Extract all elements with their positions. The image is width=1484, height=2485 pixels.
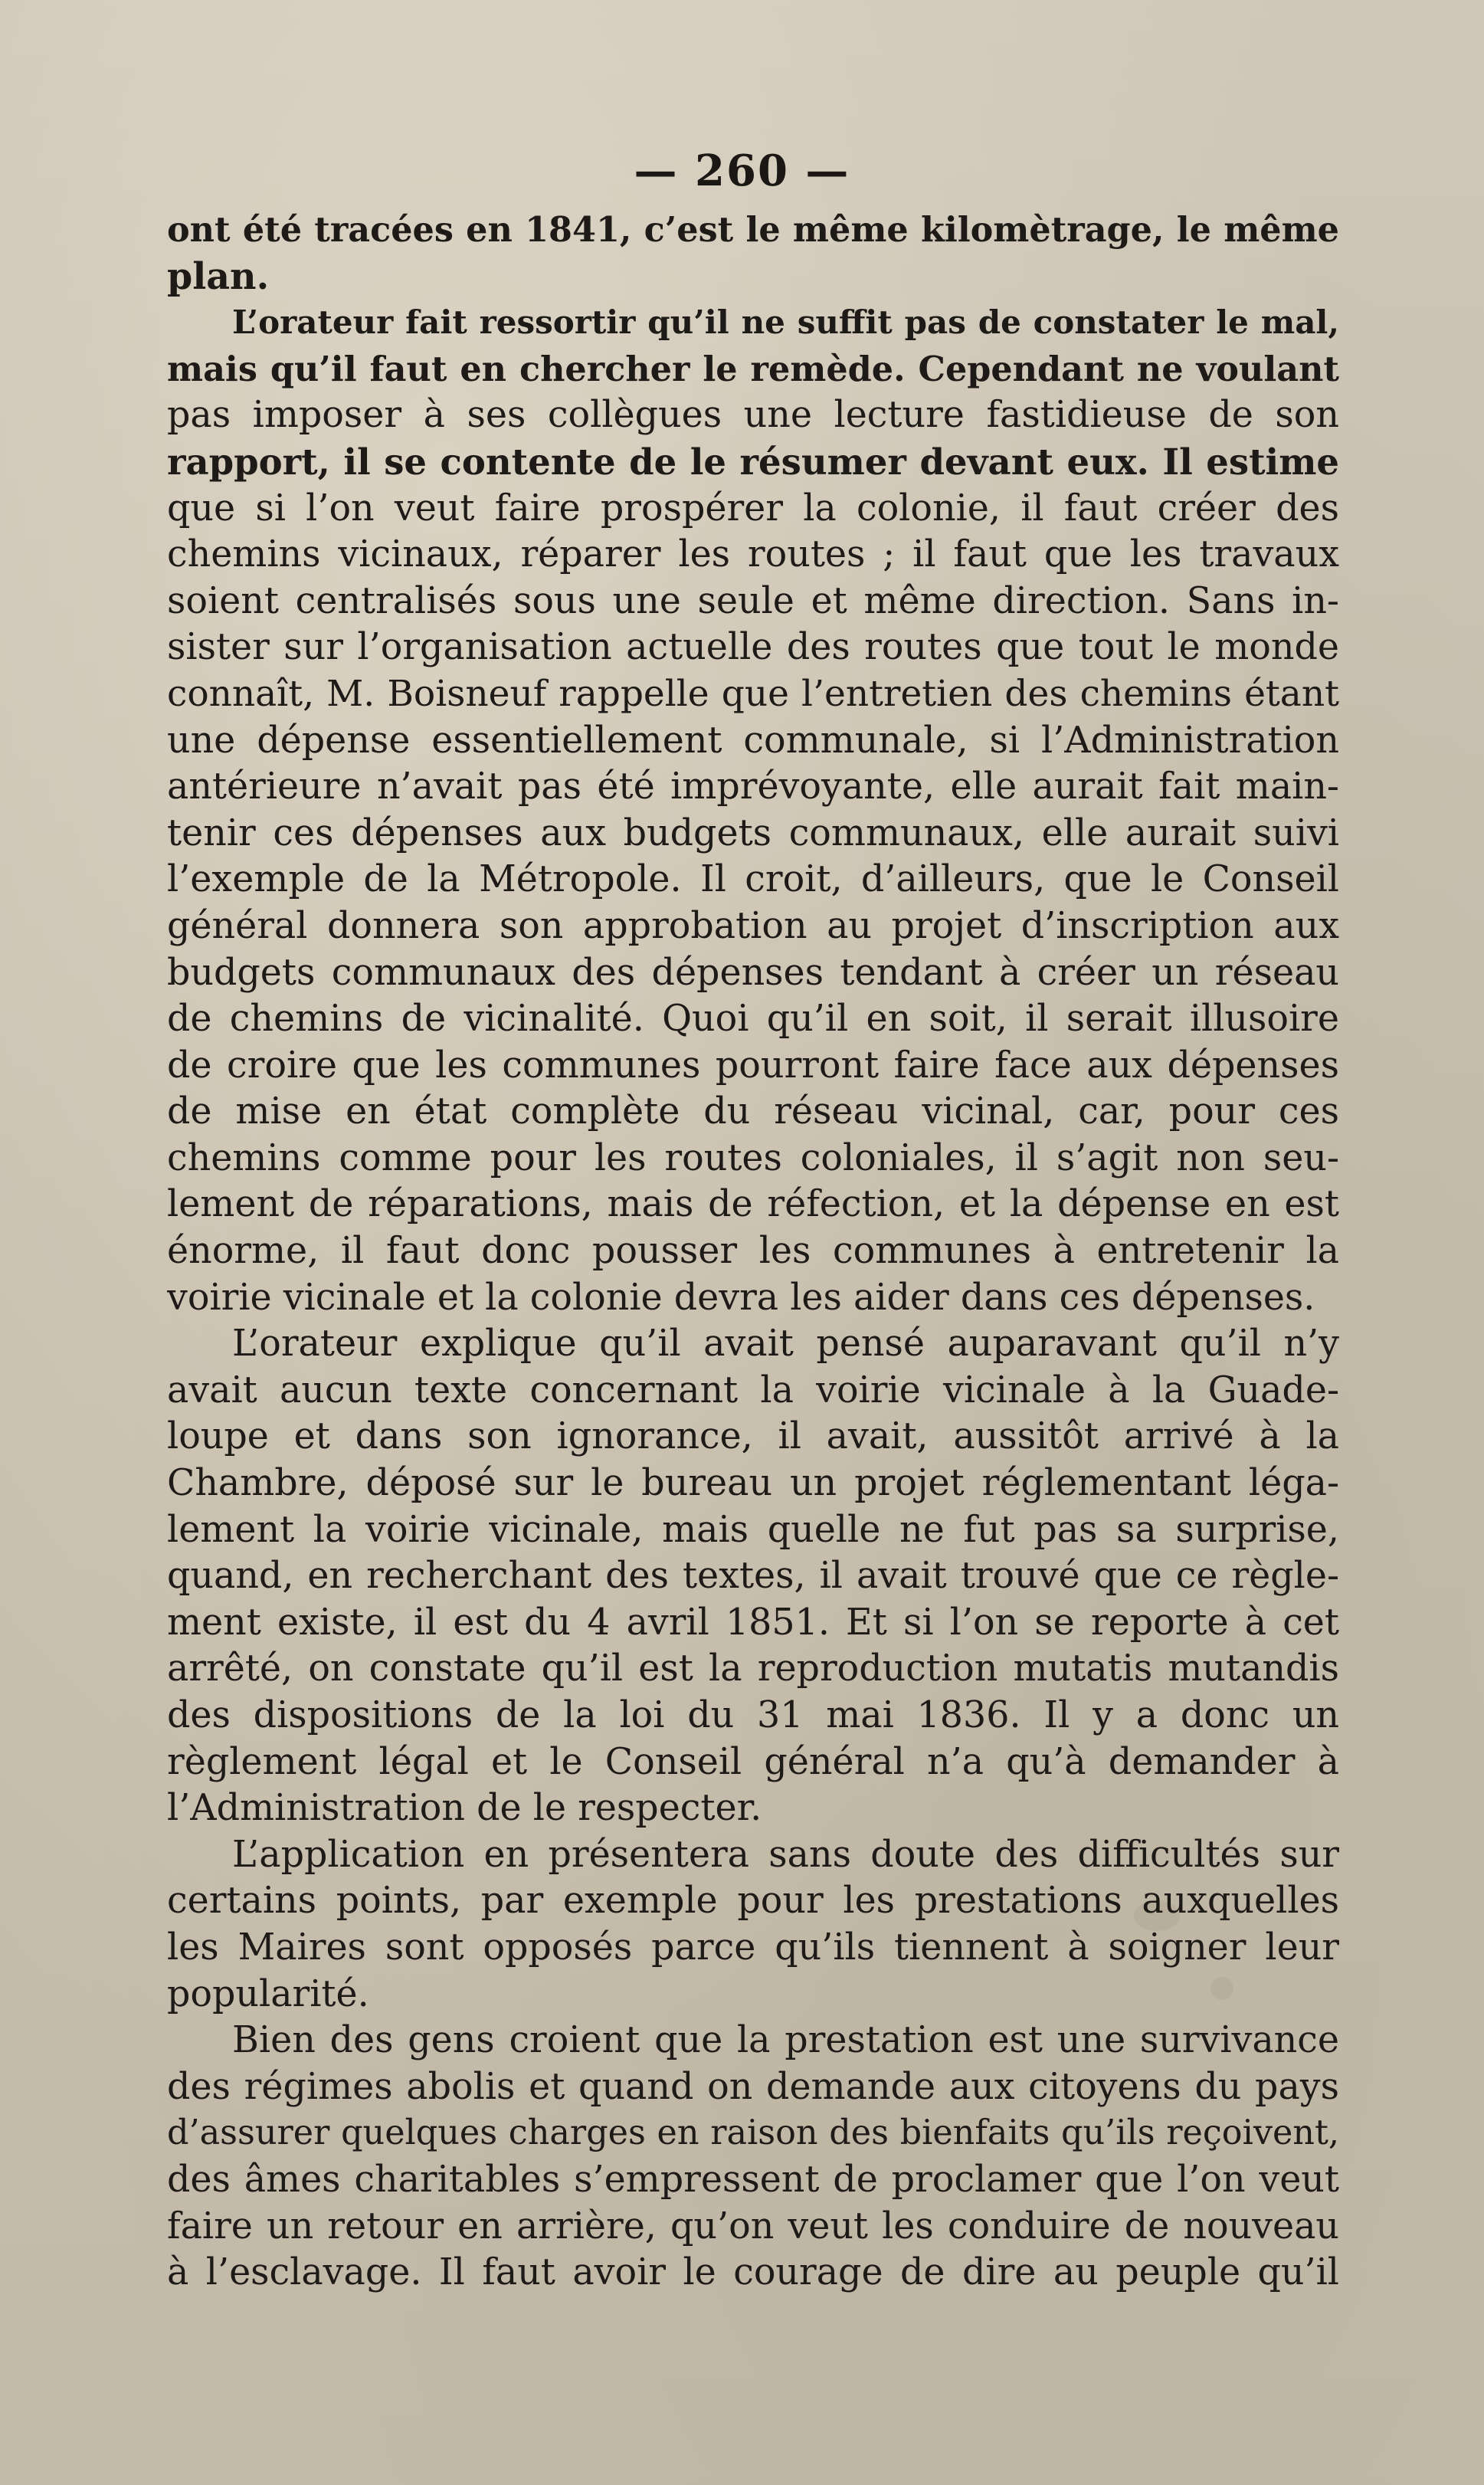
text-line: plan. [167,254,270,298]
text-line: ment existe, il est du 4 avril 1851. Et si l’on se reporte à cet [167,1601,1339,1644]
text-line: pas imposer à ses collègues une lecture fastidieuse de son [167,394,1339,437]
text-line: chemins vicinaux, réparer les routes ; il faut que les travaux [167,533,1339,576]
text-line: ont été tracées en 1841, c’est le même kilomètrage, le même [167,210,1339,250]
text-line: L’orateur explique qu’il avait pensé auparavant qu’il n’y [232,1323,1339,1365]
text-line: popularité. [167,1972,369,2015]
page-number: — 260 — [634,146,850,196]
text-line: faire un retour en arrière, qu’on veut les conduire de nouveau [167,2205,1339,2247]
text-line: des régimes abolis et quand on demande aux citoyens du pays [167,2065,1339,2108]
text-line: Chambre, déposé sur le bureau un projet réglementant léga- [167,1462,1339,1505]
text-line: mais qu’il faut en chercher le remède. Cependant ne voulant [167,349,1339,389]
text-line: tenir ces dépenses aux budgets communaux, elle aurait suivi [167,811,1339,854]
text-line: l’Administration de le respecter. [167,1787,762,1830]
text-line: avait aucun texte concernant la voirie vicinale à la Guade- [167,1369,1339,1411]
text-line: budgets communaux des dépenses tendant à créer un réseau [167,951,1339,994]
text-line: sister sur l’organisation actuelle des routes que tout le monde [167,626,1339,669]
text-line: L’application en présentera sans doute des difficultés sur [232,1833,1339,1876]
text-line: soient centralisés sous une seule et même direction. Sans in- [167,579,1339,622]
text-line: l’exemple de la Métropole. Il croit, d’ailleurs, que le Conseil [167,858,1339,901]
text-line: de chemins de vicinalité. Quoi qu’il en soit, il serait illusoire [167,998,1339,1041]
text-line: les Maires sont opposés parce qu’ils tiennent à soigner leur [167,1926,1339,1969]
text-line: rapport, il se contente de le résumer devant eux. Il estime [167,440,1339,483]
text-line: que si l’on veut faire prospérer la colonie, il faut créer des [167,487,1339,529]
text-line: antérieure n’avait pas été imprévoyante, elle aurait fait main- [167,765,1339,808]
text-line: chemins comme pour les routes coloniales, il s’agit non seu- [167,1136,1339,1179]
text-line: arrêté, on constate qu’il est la reproduction mutatis mutandis [167,1647,1339,1690]
text-line: lement de réparations, mais de réfection, et la dépense en est [167,1183,1339,1226]
text-line: de mise en état complète du réseau vicinal, car, pour ces [167,1090,1339,1133]
text-line: connaît, M. Boisneuf rappelle que l’entretien des chemins étant [167,672,1339,715]
text-line: lement la voirie vicinale, mais quelle ne fut pas sa surprise, [167,1508,1339,1551]
body-text [167,207,1339,2296]
text-line: d’assurer quelques charges en raison des bienfaits qu’ils reçoivent, [167,2113,1339,2153]
text-line: général donnera son approbation au projet d’inscription aux [167,904,1339,947]
text-line: Bien des gens croient que la prestation est une survivance [232,2019,1339,2062]
text-line: à l’esclavage. Il faut avoir le courage de dire au peuple qu’il [167,2251,1339,2294]
text-line: des dispositions de la loi du 31 mai 1836. Il y a donc un [167,1694,1339,1736]
text-line: voirie vicinale et la colonie devra les aider dans ces dépenses. [167,1276,1315,1319]
text-line: quand, en recherchant des textes, il avait trouvé que ce règle- [167,1555,1339,1598]
text-line: de croire que les communes pourront faire face aux dépenses [167,1044,1339,1087]
text-line: énorme, il faut donc pousser les communes à entretenir la [167,1230,1339,1273]
text-line: certains points, par exemple pour les prestations auxquelles [167,1880,1339,1923]
text-line: des âmes charitables s’empressent de proclamer que l’on veut [167,2158,1339,2201]
text-line: loupe et dans son ignorance, il avait, aussitôt arrivé à la [167,1415,1339,1458]
text-line: une dépense essentiellement communale, si l’Administration [167,719,1339,762]
text-line: règlement légal et le Conseil général n’a qu’à demander à [167,1740,1339,1783]
text-line: L’orateur fait ressortir qu’il ne suffit pas de constater le mal, [232,303,1339,342]
